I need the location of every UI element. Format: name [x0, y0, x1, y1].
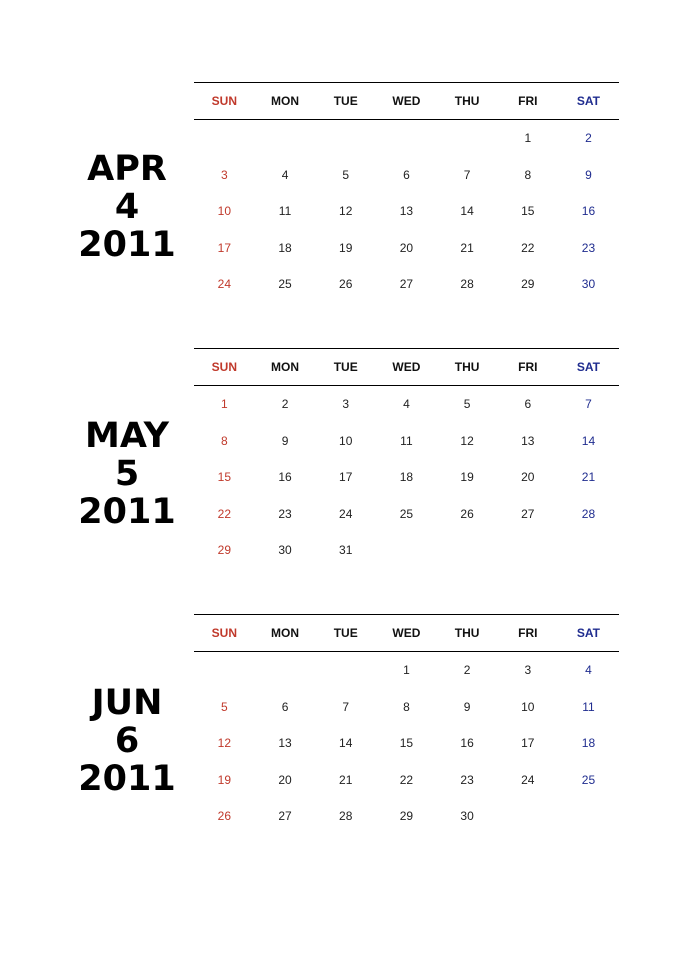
weekday-tue: TUE: [333, 626, 358, 640]
day-cell: 30: [460, 809, 474, 824]
week-row: [194, 386, 619, 423]
weekday-wed: WED: [392, 360, 421, 374]
day-cell: 12: [460, 433, 474, 448]
day-cell: 8: [524, 167, 532, 182]
day-cell: 10: [339, 433, 353, 448]
day-cell: 3: [342, 397, 350, 411]
day-cell: 29: [399, 809, 414, 824]
weekday-mon: MON: [271, 360, 300, 374]
day-cell: 7: [463, 167, 471, 182]
day-cell: 21: [460, 240, 474, 255]
day-cell: 12: [217, 736, 232, 751]
day-cell: 11: [400, 433, 413, 448]
weekday-fri: FRI: [518, 626, 538, 640]
weekday-tue: TUE: [333, 94, 358, 108]
day-cell: 8: [221, 433, 228, 448]
day-cell: 21: [339, 772, 353, 787]
day-cell: 26: [217, 809, 232, 824]
day-cell: 23: [278, 506, 292, 521]
day-cell: 17: [521, 736, 535, 751]
day-cell: 6: [403, 167, 410, 182]
day-cell: 14: [339, 736, 353, 751]
day-cell: 27: [278, 809, 292, 824]
month-label-year: 2011: [78, 225, 176, 265]
weekday-wed: WED: [392, 626, 421, 640]
day-cell: 25: [399, 506, 414, 521]
weekday-sat: SAT: [576, 360, 601, 374]
day-cell: 1: [403, 663, 410, 677]
week-row: [194, 689, 619, 726]
weekday-thu: THU: [454, 360, 480, 374]
day-cell: 18: [399, 470, 414, 485]
day-cell: 5: [221, 699, 228, 714]
day-cell: 16: [460, 736, 474, 751]
month-label-number: 5: [114, 454, 140, 494]
day-cell: [437, 532, 498, 569]
day-cell: 5: [463, 397, 471, 411]
day-cell: 19: [217, 772, 232, 787]
weekday-mon: MON: [271, 626, 300, 640]
day-cell: [497, 532, 558, 569]
day-cell: 13: [521, 433, 535, 448]
month-label-name: APR: [87, 149, 167, 189]
day-cell: 23: [460, 772, 474, 787]
day-cell: 21: [581, 470, 596, 485]
week-row: [194, 725, 619, 762]
day-cell: 18: [581, 736, 596, 751]
month-label-year: 2011: [78, 759, 176, 799]
day-cell: [558, 532, 619, 569]
day-cell: 4: [281, 167, 289, 182]
day-cell: 13: [399, 204, 414, 219]
day-cell: 7: [585, 397, 592, 411]
day-cell: 16: [581, 204, 596, 219]
day-cell: 28: [339, 809, 353, 824]
month-grid: [194, 614, 619, 835]
day-cell: 15: [217, 470, 232, 485]
day-cell: 10: [521, 699, 535, 714]
day-cell: 19: [339, 240, 353, 255]
day-cell: 14: [581, 433, 596, 448]
day-cell: 31: [339, 543, 353, 558]
day-cell: 29: [217, 543, 232, 558]
day-cell: 20: [278, 772, 292, 787]
day-cell: 17: [339, 470, 353, 485]
day-cell: 6: [524, 397, 532, 411]
day-cell: 26: [460, 506, 474, 521]
day-cell: 11: [278, 204, 292, 219]
day-cell: 27: [399, 277, 414, 292]
month-label-number: 6: [114, 721, 140, 761]
day-cell: 29: [521, 277, 535, 292]
day-cell: 25: [278, 277, 292, 292]
day-cell: 6: [281, 699, 289, 714]
week-row: [194, 652, 619, 689]
day-cell: 2: [463, 663, 471, 677]
month-label: [72, 417, 182, 531]
day-cell: 19: [460, 470, 474, 485]
day-cell: 9: [463, 699, 471, 714]
day-cell: 9: [585, 167, 592, 182]
day-cell: 16: [278, 470, 292, 485]
weekday-tue: TUE: [333, 360, 358, 374]
day-cell: 1: [221, 397, 228, 411]
day-cell: [315, 652, 376, 689]
day-cell: 11: [582, 699, 595, 714]
day-cell: [194, 652, 255, 689]
day-cell: 25: [581, 772, 596, 787]
week-row: [194, 459, 619, 496]
day-cell: 20: [399, 240, 414, 255]
week-row: [194, 798, 619, 835]
weekday-sun: SUN: [211, 360, 238, 374]
day-cell: [558, 798, 619, 835]
day-cell: 22: [217, 506, 232, 521]
day-cell: [497, 798, 558, 835]
day-cell: 7: [342, 699, 350, 714]
month-label-number: 4: [114, 187, 140, 227]
weekday-header: [194, 614, 619, 652]
weekday-thu: THU: [454, 626, 480, 640]
day-cell: 9: [281, 433, 289, 448]
day-cell: 30: [278, 543, 292, 558]
day-cell: 28: [460, 277, 474, 292]
month-label-year: 2011: [78, 492, 176, 532]
week-row: [194, 762, 619, 799]
weekday-mon: MON: [271, 94, 300, 108]
day-cell: 2: [281, 397, 289, 411]
weekday-sun: SUN: [211, 94, 238, 108]
day-cell: 14: [460, 204, 474, 219]
day-cell: 27: [521, 506, 535, 521]
month-label: [72, 684, 182, 798]
day-cell: 23: [581, 240, 596, 255]
day-cell: 17: [217, 240, 232, 255]
day-cell: 22: [521, 240, 535, 255]
week-row: [194, 423, 619, 460]
day-cell: [255, 652, 316, 689]
day-cell: 18: [278, 240, 292, 255]
weekday-sat: SAT: [576, 94, 601, 108]
weekday-thu: THU: [454, 94, 480, 108]
day-cell: 4: [403, 397, 410, 411]
day-grid: [194, 386, 619, 569]
day-cell: 12: [339, 204, 353, 219]
day-cell: 5: [342, 167, 350, 182]
day-cell: 24: [217, 277, 232, 292]
day-grid: [194, 652, 619, 835]
month-grid: [194, 348, 619, 569]
day-cell: 1: [524, 131, 532, 145]
day-cell: [376, 532, 437, 569]
day-cell: 26: [339, 277, 353, 292]
week-row: [194, 532, 619, 569]
day-cell: 15: [399, 736, 414, 751]
day-cell: 15: [521, 204, 535, 219]
day-cell: 4: [585, 663, 592, 677]
day-cell: 3: [524, 663, 532, 677]
day-cell: 24: [339, 506, 353, 521]
day-cell: 3: [221, 167, 228, 182]
day-cell: 22: [399, 772, 414, 787]
day-cell: 30: [581, 277, 596, 292]
month-label-name: MAY: [85, 416, 169, 456]
day-cell: 28: [581, 506, 596, 521]
day-cell: 20: [521, 470, 535, 485]
weekday-fri: FRI: [518, 94, 538, 108]
month-label-name: JUN: [91, 683, 163, 723]
day-cell: 10: [217, 204, 232, 219]
day-cell: 8: [403, 699, 410, 714]
week-row: [194, 496, 619, 533]
day-cell: 13: [278, 736, 292, 751]
weekday-sat: SAT: [576, 626, 601, 640]
week-row: [194, 266, 619, 303]
day-cell: 2: [585, 131, 592, 145]
weekday-sun: SUN: [211, 626, 238, 640]
weekday-header: [194, 348, 619, 386]
weekday-fri: FRI: [518, 360, 538, 374]
weekday-wed: WED: [392, 94, 421, 108]
day-cell: 24: [521, 772, 535, 787]
